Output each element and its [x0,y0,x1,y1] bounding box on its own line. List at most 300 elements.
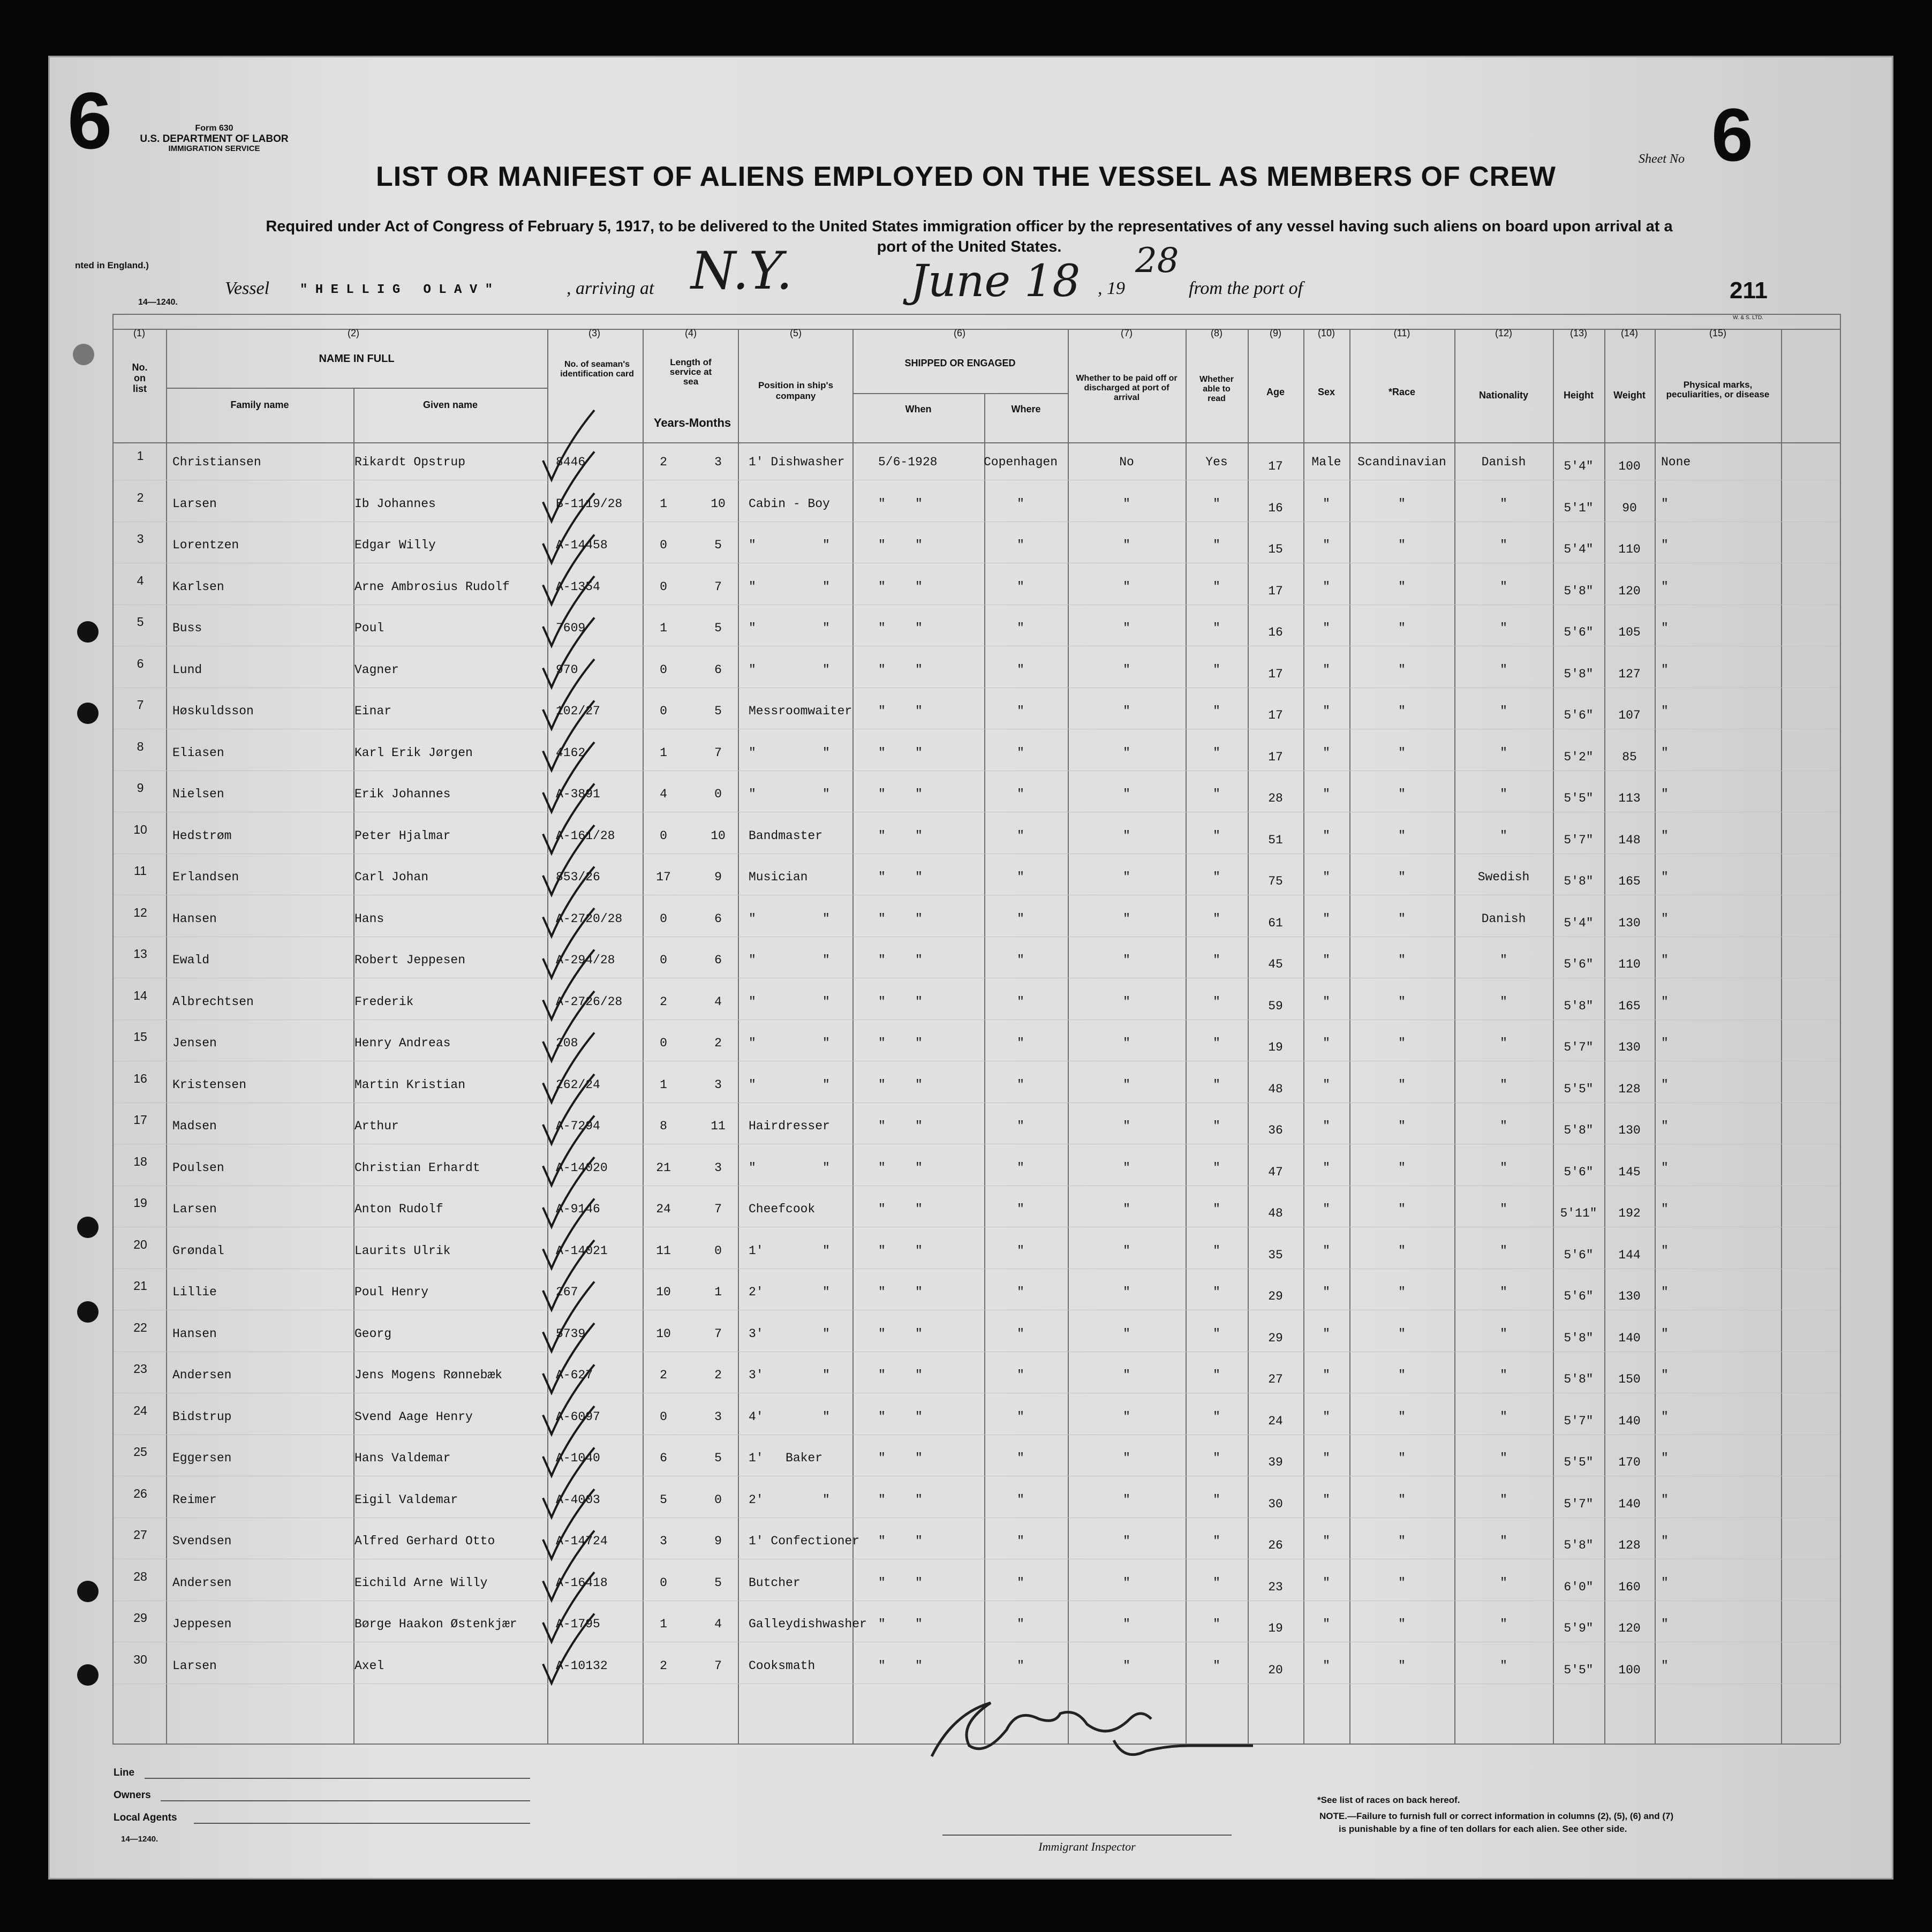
cell-given-name: Edgar Willy [354,538,436,552]
cell-race: " [1398,787,1406,801]
cell-row-number: 26 [133,1486,147,1500]
cell-physical-marks: " [1661,746,1669,760]
cell-months: 9 [714,1534,722,1548]
cell-row-number: 1 [137,449,144,463]
cell-months: 11 [711,1119,726,1133]
cell-nationality: " [1500,746,1507,760]
cell-sex: " [1323,1368,1330,1382]
cell-race: " [1398,870,1406,884]
cell-when-shipped: " " [878,704,923,718]
cell-weight: 113 [1618,791,1641,805]
cell-able-to-read: " [1213,1161,1220,1175]
cell-years: 2 [660,455,667,469]
cell-position: Cheefcook [749,1202,816,1216]
cell-height: 5'4" [1564,459,1594,473]
cell-weight: 148 [1618,833,1641,847]
cell-able-to-read: " [1213,497,1220,511]
arriving-port-handwritten: N.Y. [691,241,793,301]
cell-able-to-read: " [1213,1202,1220,1216]
cell-nationality: " [1500,663,1507,677]
cell-row-number: 11 [134,864,147,878]
cell-when-shipped: " " [878,1451,923,1465]
cell-physical-marks: " [1661,953,1669,967]
cell-age: 19 [1268,1621,1283,1635]
cell-months: 7 [714,1659,722,1673]
footer-note-failure: NOTE.—Failure to furnish full or correct information in columns (2), (5), (6) and (7) [1319,1811,1674,1821]
cell-months: 5 [714,1576,722,1590]
check-mark [543,991,594,1061]
cell-years: 0 [660,704,667,718]
cell-sex: " [1323,1285,1330,1299]
col-num-5: (5) [790,328,802,338]
cell-position: Cooksmath [749,1659,816,1673]
cell-years: 2 [660,1368,667,1382]
cell-id-card: A-14021 [556,1244,608,1258]
col-num-13: (13) [1569,328,1587,338]
cell-sex: " [1323,1493,1330,1507]
check-mark [543,1116,594,1186]
cell-weight: 130 [1618,1123,1641,1137]
cell-years: 0 [660,663,667,677]
cell-nationality: " [1500,621,1507,635]
cell-where-shipped: " [1017,787,1024,801]
cell-age: 51 [1268,833,1283,847]
cell-row-number: 6 [137,656,144,670]
cell-race: " [1398,1285,1406,1299]
cell-when-shipped: " " [878,1576,923,1590]
cell-nationality: " [1500,1119,1507,1133]
cell-given-name: Eigil Valdemar [354,1493,458,1507]
cell-race: " [1398,912,1406,926]
cell-sex: " [1323,1244,1330,1258]
cell-sex: " [1323,1617,1330,1631]
cell-id-card: A-14020 [556,1161,608,1175]
hdr-where: Where [1011,404,1041,414]
cell-months: 10 [711,829,726,843]
cell-age: 45 [1268,957,1283,971]
cell-race: " [1398,1119,1406,1133]
cell-physical-marks: None [1661,455,1691,469]
col-num-11: (11) [1393,328,1410,338]
cell-months: 10 [711,497,726,511]
check-mark [543,1614,594,1684]
cell-given-name: Robert Jeppesen [354,953,466,967]
cell-nationality: " [1500,1451,1507,1465]
cell-sex: " [1323,1451,1330,1465]
cell-race: " [1398,746,1406,760]
cell-when-shipped: " " [878,1078,923,1092]
cell-height: 5'4" [1564,916,1594,930]
cell-age: 20 [1268,1663,1283,1677]
cell-age: 29 [1268,1331,1283,1345]
cell-years: 2 [660,995,667,1009]
cell-age: 48 [1268,1082,1283,1096]
cell-where-shipped: " [1017,1368,1024,1382]
cell-paid-off: " [1123,1119,1130,1133]
hdr-given-name: Given name [422,399,478,410]
cell-months: 3 [714,1078,722,1092]
cell-able-to-read: " [1213,953,1220,967]
cell-able-to-read: " [1213,912,1220,926]
cell-able-to-read: " [1213,1576,1220,1590]
check-mark [543,1323,594,1393]
cell-nationality: " [1500,497,1507,511]
cell-nationality: " [1500,787,1507,801]
service: IMMIGRATION SERVICE [168,144,260,153]
cell-paid-off: " [1123,1576,1130,1590]
cell-physical-marks: " [1661,1576,1669,1590]
cell-when-shipped: " " [878,995,923,1009]
cell-given-name: Frederik [354,995,414,1009]
cell-position: 4' " [749,1410,830,1424]
cell-row-number: 25 [133,1445,147,1459]
cell-height: 5'5" [1564,1082,1594,1096]
cell-years: 10 [656,1327,671,1341]
cell-age: 17 [1268,750,1283,764]
cell-paid-off: " [1123,1659,1130,1673]
cell-id-card: 102/27 [556,704,600,718]
cell-race: " [1398,538,1406,552]
cell-where-shipped: " [1017,1036,1024,1050]
cell-given-name: Christian Erhardt [354,1161,480,1175]
cell-height: 5'8" [1564,1123,1594,1137]
cell-years: 8 [660,1119,667,1133]
cell-row-number: 8 [137,739,144,753]
cell-position: Musician [749,870,808,884]
cell-when-shipped: " " [878,621,923,635]
cell-height: 5'7" [1564,1040,1594,1054]
cell-where-shipped: " [1017,1617,1024,1631]
cell-paid-off: " [1123,621,1130,635]
cell-weight: 145 [1618,1165,1641,1179]
check-mark [543,1489,594,1559]
cell-id-card: A-2720/28 [556,912,623,926]
cell-months: 9 [714,870,722,884]
cell-id-card: 262/24 [556,1078,600,1092]
arrival-date-handwritten: June 18 [910,256,1081,307]
cell-paid-off: No [1119,455,1134,469]
cell-when-shipped: " " [878,1327,923,1341]
cell-paid-off: " [1123,1161,1130,1175]
cell-row-number: 16 [133,1071,147,1085]
cell-months: 2 [714,1036,722,1050]
cell-paid-off: " [1123,787,1130,801]
cell-given-name: Georg [354,1327,392,1341]
cell-age: 27 [1268,1372,1283,1386]
cell-able-to-read: " [1213,704,1220,718]
cell-when-shipped: " " [878,1244,923,1258]
cell-given-name: Axel [354,1659,384,1673]
cell-physical-marks: " [1661,1244,1669,1258]
cell-race: " [1398,1327,1406,1341]
footer-note-races: *See list of races on back hereof. [1317,1795,1460,1805]
cell-where-shipped: " [1017,621,1024,635]
check-mark [543,493,594,563]
cell-age: 19 [1268,1040,1283,1054]
cell-height: 5'6" [1564,957,1594,971]
sheet-number-left: 6 [67,76,112,165]
cell-physical-marks: " [1661,621,1669,635]
cell-weight: 127 [1618,667,1641,681]
check-mark [543,1365,594,1435]
cell-height: 5'7" [1564,1414,1594,1428]
cell-position: " " [749,538,830,552]
cell-nationality: " [1500,1327,1507,1341]
cell-age: 28 [1268,791,1283,805]
cell-row-number: 23 [133,1362,147,1376]
cell-position: 1' Dishwasher [749,455,845,469]
cell-id-card: A-14458 [556,538,608,552]
cell-family-name: Jensen [172,1036,217,1050]
footer-note-fine: is punishable by a fine of ten dollars for each alien. See other side. [1339,1824,1627,1834]
cell-race: " [1398,580,1406,594]
cell-physical-marks: " [1661,787,1669,801]
cell-weight: 128 [1618,1082,1641,1096]
cell-sex: " [1323,829,1330,843]
cell-physical-marks: " [1661,1078,1669,1092]
cell-family-name: Larsen [172,1659,217,1673]
cell-months: 7 [714,1327,722,1341]
cell-able-to-read: " [1213,1078,1220,1092]
cell-when-shipped: " " [878,580,923,594]
cell-race: " [1398,953,1406,967]
cell-weight: 110 [1618,542,1641,556]
col-num-2: (2) [348,328,359,338]
hdr-sex: Sex [1317,387,1335,397]
cell-nationality: " [1500,1202,1507,1216]
cell-paid-off: " [1123,663,1130,677]
cell-given-name: Alfred Gerhard Otto [354,1534,495,1548]
check-mark [543,1199,594,1269]
cell-where-shipped: " [1017,829,1024,843]
cell-where-shipped: " [1017,1327,1024,1341]
cell-nationality: " [1500,1036,1507,1050]
cell-race: " [1398,1078,1406,1092]
cell-able-to-read: " [1213,1659,1220,1673]
cell-row-number: 20 [133,1237,147,1251]
cell-id-card: A-14724 [556,1534,608,1548]
cell-sex: " [1323,1327,1330,1341]
cell-height: 5'8" [1564,1538,1594,1552]
cell-years: 10 [656,1285,671,1299]
cell-position: Hairdresser [749,1119,830,1133]
col-num-12: (12) [1495,328,1512,338]
cell-nationality: " [1500,538,1507,552]
check-mark [543,618,594,688]
cell-race: " [1398,497,1406,511]
cell-row-number: 13 [133,947,147,961]
cell-given-name: Henry Andreas [354,1036,451,1050]
cell-position: 2' " [749,1285,830,1299]
cell-months: 0 [714,1493,722,1507]
cell-height: 5'8" [1564,1372,1594,1386]
cell-paid-off: " [1123,1036,1130,1050]
cell-where-shipped: " [1017,870,1024,884]
footer-agents-rule [194,1823,530,1824]
cell-physical-marks: " [1661,1534,1669,1548]
hdr-name-in-full: NAME IN FULL [319,353,395,365]
cell-years: 11 [656,1244,671,1258]
cell-paid-off: " [1123,829,1130,843]
cell-months: 3 [714,1410,722,1424]
cell-age: 15 [1268,542,1283,556]
cell-years: 3 [660,1534,667,1548]
cell-age: 48 [1268,1206,1283,1220]
cell-position: " " [749,787,830,801]
cell-id-card: 5739 [556,1327,586,1341]
check-mark [543,1531,594,1601]
cell-when-shipped: " " [878,912,923,926]
cell-when-shipped: 5/6-1928 [878,455,938,469]
cell-weight: 107 [1618,708,1641,722]
cell-family-name: Hansen [172,912,217,926]
department: U.S. DEPARTMENT OF LABOR [140,133,289,145]
cell-row-number: 5 [137,615,144,629]
cell-paid-off: " [1123,580,1130,594]
check-mark [543,908,594,978]
cell-paid-off: " [1123,1451,1130,1465]
footer-agents-label: Local Agents [114,1812,177,1823]
cell-height: 5'6" [1564,1165,1594,1179]
cell-given-name: Peter Hjalmar [354,829,451,843]
cell-given-name: Erik Johannes [354,787,451,801]
cell-given-name: Arne Ambrosius Rudolf [354,580,510,594]
cell-row-number: 9 [137,781,144,795]
cell-race: " [1398,621,1406,635]
cell-physical-marks: " [1661,663,1669,677]
cell-paid-off: " [1123,1078,1130,1092]
cell-able-to-read: " [1213,1451,1220,1465]
cell-row-number: 17 [133,1113,147,1127]
cell-paid-off: " [1123,1493,1130,1507]
cell-where-shipped: " [1017,1119,1024,1133]
cell-years: 0 [660,1036,667,1050]
cell-able-to-read: " [1213,829,1220,843]
cell-id-card: A-10132 [556,1659,608,1673]
cell-weight: 100 [1618,1663,1641,1677]
cell-family-name: Christiansen [172,455,261,469]
cell-sex: Male [1311,455,1341,469]
cell-height: 5'8" [1564,999,1594,1013]
vessel-name: " H E L L I G O L A V " [300,283,493,297]
cell-id-card: 208 [556,1036,578,1050]
cell-sex: " [1323,1119,1330,1133]
cell-when-shipped: " " [878,1659,923,1673]
cell-height: 5'5" [1564,1663,1594,1677]
cell-race: " [1398,1368,1406,1382]
inspector-label: Immigrant Inspector [1038,1840,1136,1853]
cell-physical-marks: " [1661,704,1669,718]
cell-paid-off: " [1123,870,1130,884]
cell-id-card: 970 [556,663,578,677]
check-mark [543,1157,594,1227]
cell-family-name: Lorentzen [172,538,239,552]
cell-sex: " [1323,1036,1330,1050]
cell-weight: 140 [1618,1331,1641,1345]
cell-nationality: " [1500,1244,1507,1258]
cell-age: 39 [1268,1455,1283,1469]
cell-able-to-read: " [1213,1534,1220,1548]
hdr-family-name: Family name [230,399,289,410]
hdr-when: When [905,404,932,414]
cell-family-name: Eggersen [172,1451,232,1465]
cell-paid-off: " [1123,497,1130,511]
cell-weight: 120 [1618,1621,1641,1635]
cell-position: Bandmaster [749,829,823,843]
cell-family-name: Buss [172,621,202,635]
cell-given-name: Rikardt Opstrup [354,455,466,469]
cell-when-shipped: " " [878,1534,923,1548]
hdr-position: Position in ship's company [758,380,834,401]
cell-given-name: Børge Haakon Østenkjær [354,1617,517,1631]
cell-able-to-read: " [1213,1327,1220,1341]
cell-where-shipped: " [1017,1659,1024,1673]
cell-age: 59 [1268,999,1283,1013]
cell-position: 3' " [749,1368,830,1382]
cell-position: " " [749,1161,830,1175]
cell-months: 7 [714,580,722,594]
cell-age: 75 [1268,874,1283,888]
cell-id-card: A-1354 [556,580,600,594]
cell-position: " " [749,912,830,926]
page-subtitle-line1: Required under Act of Congress of February 5, 1917, to be delivered to the United States immigration officer by the representatives of any vessel having such aliens on board upon arrival at a [266,218,1673,235]
cell-physical-marks: " [1661,1617,1669,1631]
cell-months: 6 [714,663,722,677]
cell-sex: " [1323,1576,1330,1590]
cell-paid-off: " [1123,704,1130,718]
cell-age: 47 [1268,1165,1283,1179]
cell-position: Messroomwaiter [749,704,852,718]
cell-when-shipped: " " [878,1285,923,1299]
cell-able-to-read: " [1213,1285,1220,1299]
cell-physical-marks: " [1661,1119,1669,1133]
cell-when-shipped: " " [878,870,923,884]
cell-years: 0 [660,580,667,594]
cell-months: 7 [714,746,722,760]
cell-position: 1' Baker [749,1451,823,1465]
cell-years: 0 [660,829,667,843]
cell-where-shipped: " [1017,1451,1024,1465]
cell-physical-marks: " [1661,912,1669,926]
cell-id-card: A-161/28 [556,829,615,843]
cell-where-shipped: " [1017,663,1024,677]
hdr-height: Height [1564,390,1594,401]
cell-sex: " [1323,1161,1330,1175]
cell-position: 1' " [749,1244,830,1258]
cell-family-name: Larsen [172,497,217,511]
hdr-paid-off: Whether to be paid off or discharged at port of arrival [1076,374,1178,402]
cell-race: " [1398,1202,1406,1216]
hdr-able-to-read: Whether able to read [1199,375,1234,403]
cell-weight: 90 [1622,501,1637,515]
cell-row-number: 21 [133,1279,147,1293]
cell-months: 6 [714,953,722,967]
cell-family-name: Hedstrøm [172,829,232,843]
cell-position: 2' " [749,1493,830,1507]
cell-id-card: 4162 [556,746,586,760]
cell-years: 0 [660,538,667,552]
cell-physical-marks: " [1661,497,1669,511]
cell-sex: " [1323,1534,1330,1548]
cell-given-name: Eichild Arne Willy [354,1576,488,1590]
cell-months: 5 [714,538,722,552]
cell-paid-off: " [1123,1244,1130,1258]
cell-age: 17 [1268,584,1283,598]
check-mark [543,1406,594,1476]
footer-line-rule [145,1778,530,1779]
cell-family-name: Bidstrup [172,1410,232,1424]
cell-given-name: Einar [354,704,392,718]
